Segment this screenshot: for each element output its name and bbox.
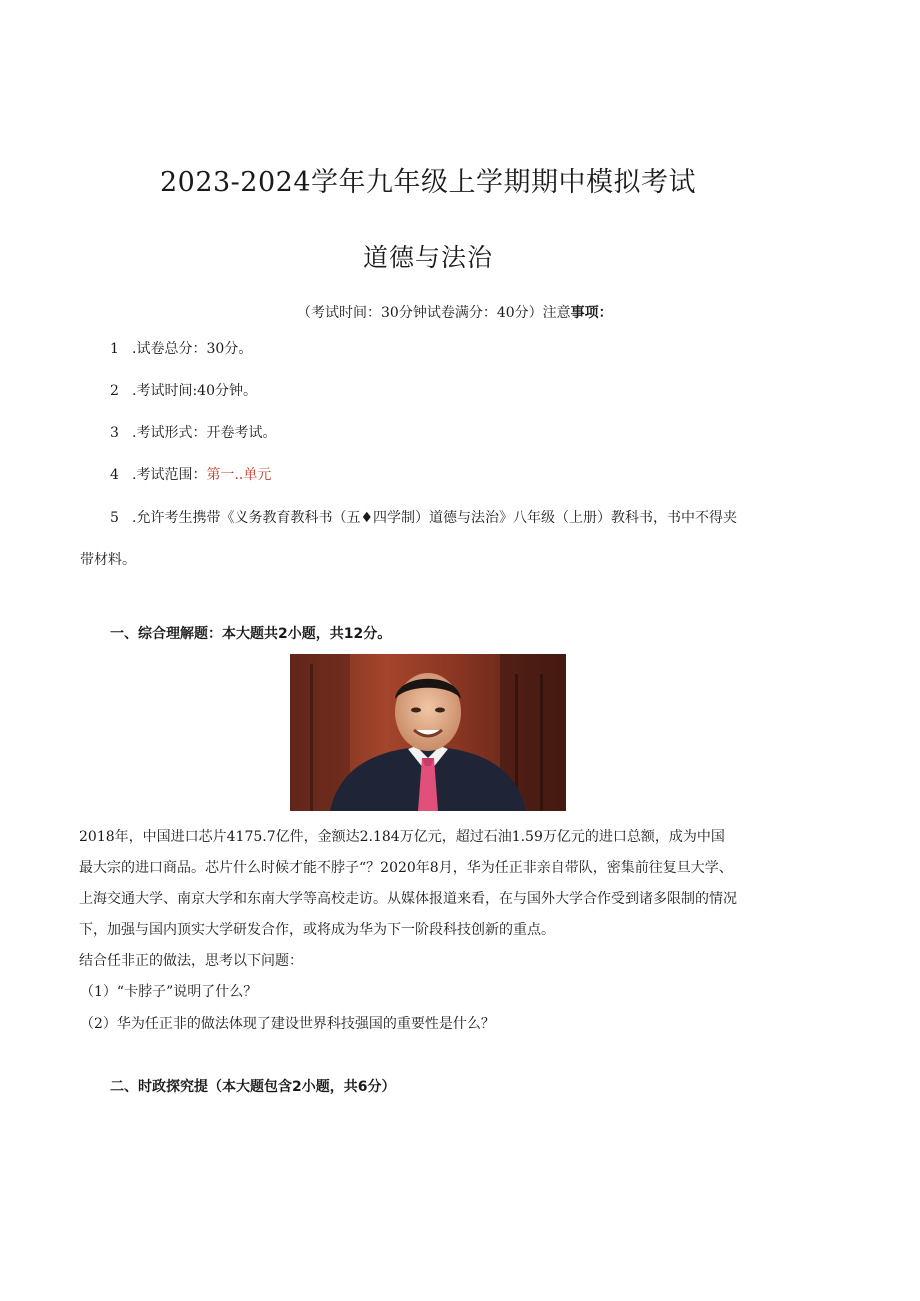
note-item <box>110 507 737 527</box>
note-number: 4 <box>110 467 119 483</box>
note-item <box>110 380 257 400</box>
note-number: 1 <box>110 341 119 357</box>
person-photo <box>290 654 566 811</box>
paragraph-line: 2018年，中国进口芯片4175.7亿件，金额达2.184万亿元，超过石油1.59万亿元的进口总额，成为中国 <box>79 829 725 845</box>
exam-info-bold: 事项： <box>570 305 613 321</box>
note-number: 5 <box>110 510 119 526</box>
note-number: 2 <box>110 383 119 399</box>
note-text: .考试时间:40分钟。 <box>132 383 257 399</box>
note-text: .考试范围： <box>132 467 207 483</box>
subject-title: 道德与法治 <box>362 243 493 272</box>
note-item <box>110 338 252 358</box>
section-heading-1: 一、综合理解题：本大题共2小题，共12分。 <box>110 626 392 642</box>
paragraph-line: 下，加强与国内顶实大学研发合作，或将成为华为下一阶段科技创新的重点。 <box>79 922 555 938</box>
exam-scope-highlight: 第一..单元 <box>206 467 272 483</box>
question-prompt: 结合任非正的做法，思考以下问题： <box>79 953 303 969</box>
note-number: 3 <box>110 425 119 441</box>
note-text: .考试形式：开卷考试。 <box>132 425 277 441</box>
note-item <box>110 464 271 484</box>
paragraph-line: 最大宗的进口商品。芯片什么时候才能不脖子“？2020年8月，华为任正非亲自带队，密集前往复旦大学、 <box>79 860 733 876</box>
note-continuation: 带材料。 <box>80 552 136 568</box>
note-text: .允许考生携带《义务教育教科书（五♦四学制）道德与法治》八年级（上册）教科书，书中不得夹 <box>132 510 737 526</box>
question-1: （1）“卡脖子”说明了什么？ <box>80 984 258 1000</box>
page-title: 2023-2024学年九年级上学期期中模拟考试 <box>159 167 697 198</box>
paragraph-line: 上海交通大学、南京大学和东南大学等高校走访。从媒体报道来看，在与国外大学合作受到诸多限制的情况 <box>79 891 737 907</box>
portrait-image <box>290 654 566 811</box>
exam-info-text: （考试时间：30分钟试卷满分：40分）注意 <box>297 305 571 321</box>
question-2: （2）华为任正非的做法体现了建设世界科技强国的重要性是什么？ <box>80 1016 495 1032</box>
exam-info <box>297 302 613 322</box>
note-text: .试卷总分：30分。 <box>132 341 253 357</box>
section-heading-2: 二、时政探究提（本大题包含2小题，共6分） <box>110 1079 396 1095</box>
note-item <box>110 422 276 442</box>
